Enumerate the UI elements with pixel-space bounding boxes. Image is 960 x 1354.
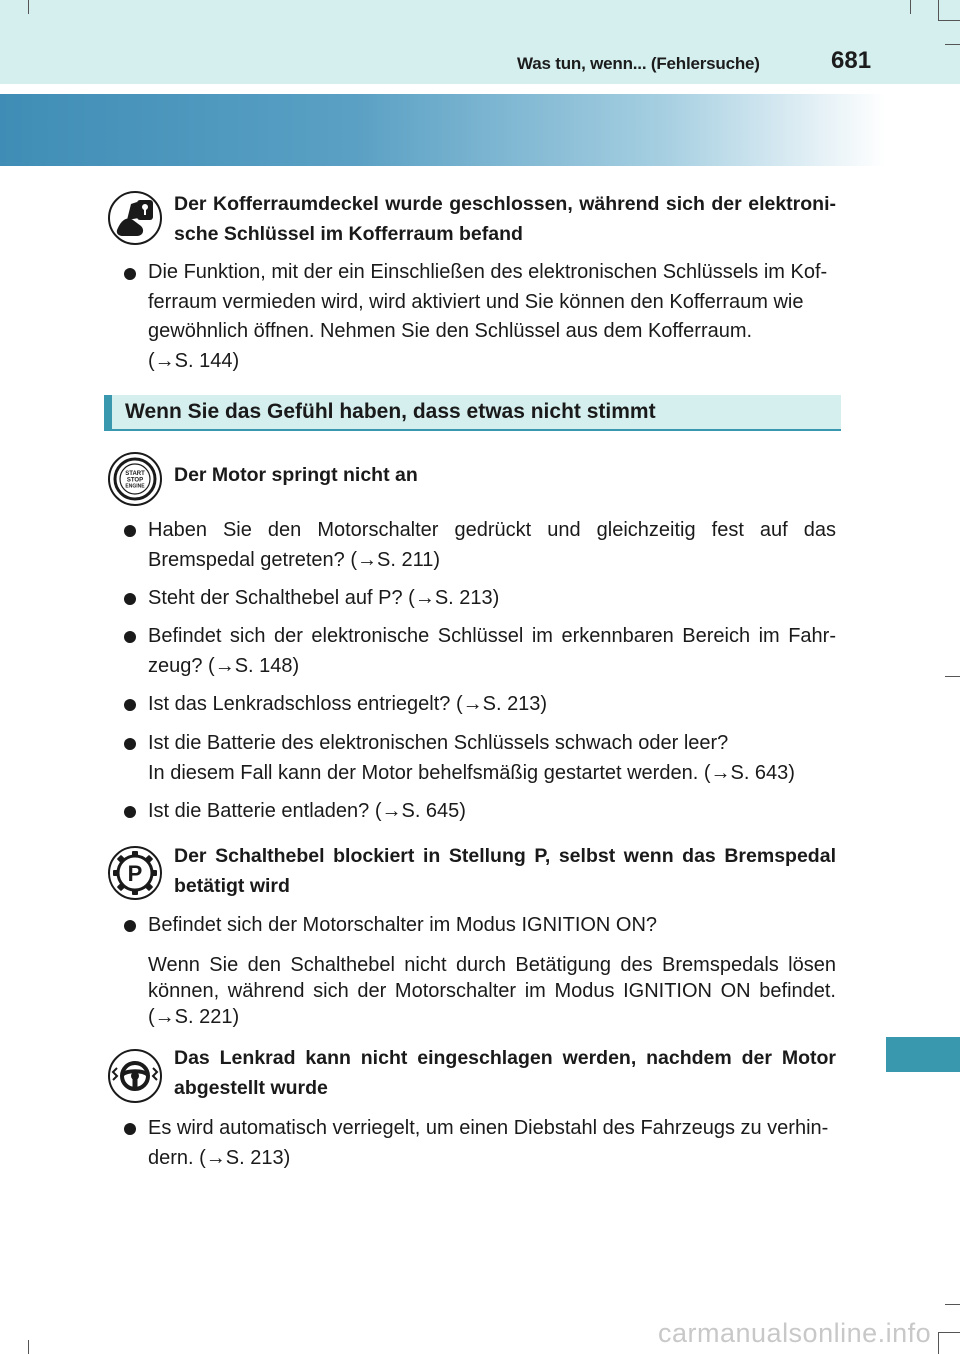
list-item-text <box>148 621 836 681</box>
bullet-dot <box>124 806 136 818</box>
crop-mark <box>938 0 939 20</box>
list-item-text <box>148 689 836 719</box>
chapter-banner <box>0 94 886 166</box>
page-number: 681 <box>831 47 872 74</box>
list-item <box>124 728 836 788</box>
crop-mark <box>945 1304 960 1305</box>
list-item-text <box>148 258 836 376</box>
crop-mark <box>938 20 960 21</box>
text-line: Ist das Lenkradschloss entriegelt? (→S. 213) <box>148 693 548 715</box>
text-line: zeug? (→S. 148) <box>148 655 300 677</box>
bullet-dot <box>124 525 136 537</box>
list-item-text <box>148 728 836 788</box>
bullet-dot <box>124 268 136 280</box>
list-item-text <box>148 583 836 613</box>
list-item <box>124 621 836 681</box>
text-line: ferraum vermieden wird, wird aktiviert und Sie können den Kofferraum wie <box>148 290 804 313</box>
list-item-text <box>148 1113 836 1173</box>
watermark: carmanualsonline.info <box>658 1318 932 1348</box>
chapter-side-tab <box>886 1037 960 1072</box>
text-line: Bremspedal getreten? (→S. 211) <box>148 549 441 571</box>
bullet-dot <box>124 699 136 711</box>
list-item <box>124 515 836 575</box>
list-item <box>124 796 836 826</box>
steering-heading: Das Lenkrad kann nicht eingeschlagen werden, nachdem der Motor abgestellt wurde <box>174 1047 836 1099</box>
crop-mark <box>938 1332 939 1354</box>
list-item <box>124 258 836 378</box>
shift-heading: Der Schalthebel blockiert in Stellung P, selbst wenn das Bremspedal betätigt wird <box>174 845 836 897</box>
text-line: Befindet sich der elektronische Schlüssel im erkennbaren Bereich im Fahr- <box>148 625 836 647</box>
section-heading-bar <box>104 395 841 431</box>
crop-mark <box>28 1340 29 1354</box>
bullet-dot <box>124 593 136 605</box>
list-item-text <box>148 910 836 940</box>
bullet-dot <box>124 920 136 932</box>
section-heading: Wenn Sie das Gefühl haben, dass etwas nicht stimmt <box>125 400 656 423</box>
list-item <box>124 1113 836 1173</box>
list-item-text <box>148 515 836 575</box>
engine-heading: Der Motor springt nicht an <box>174 464 418 486</box>
bullet-dot <box>124 738 136 750</box>
text-line: Die Funktion, mit der ein Einschließen des elektronischen Schlüssels im Kof- <box>148 261 828 283</box>
text-line: Steht der Schalthebel auf P? (→S. 213) <box>148 587 500 609</box>
list-item <box>124 910 836 940</box>
shift-paragraph: Wenn Sie den Schalthebel nicht durch Betätigung des Bremspedals lösen können, während sich der Motorschalter im Modus IGNITION ON befindet. (→S. 221) <box>148 954 836 1028</box>
start-stop-engine-button-icon <box>107 451 163 507</box>
key-in-trunk-icon <box>107 190 163 246</box>
trunk-heading: Der Kofferraumdeckel wurde geschlossen, während sich der elektroni- sche Schlüssel im Kofferraum befand <box>174 193 836 245</box>
crop-mark <box>938 1332 960 1333</box>
text-line: Haben Sie den Motorschalter gedrückt und gleichzeitig fest auf das <box>148 519 836 541</box>
running-section-title: Was tun, wenn... (Fehlersuche) <box>517 54 760 73</box>
gear-p-icon <box>107 845 163 901</box>
page-header <box>0 0 960 84</box>
crop-mark <box>910 0 911 14</box>
text-line: gewöhnlich öffnen. Nehmen Sie den Schlüssel aus dem Kofferraum. <box>148 320 753 342</box>
text-line: Ist die Batterie entladen? (→S. 645) <box>148 800 466 822</box>
icon-text: START <box>125 471 145 477</box>
text-line: (→S. 144) <box>148 349 240 372</box>
crop-mark <box>945 44 960 45</box>
list-item-text <box>148 796 836 826</box>
text-line: Befindet sich der Motorschalter im Modus IGNITION ON? <box>148 914 658 936</box>
list-item <box>124 583 836 613</box>
list-item <box>124 689 836 719</box>
bullet-dot <box>124 1123 136 1135</box>
icon-text: ENGINE <box>125 483 145 490</box>
text-line: dern. (→S. 213) <box>148 1147 291 1169</box>
bullet-dot <box>124 631 136 643</box>
crop-mark <box>945 676 960 677</box>
icon-text: STOP <box>126 477 144 484</box>
icon-text: P <box>127 861 143 886</box>
text-line: Es wird automatisch verriegelt, um einen Diebstahl des Fahrzeugs zu verhin- <box>148 1117 829 1139</box>
text-line: In diesem Fall kann der Motor behelfsmäßig gestartet werden. (→S. 643) <box>148 762 795 784</box>
text-line: Ist die Batterie des elektronischen Schlüssels schwach oder leer? <box>148 732 729 754</box>
crop-mark <box>28 0 29 14</box>
steering-wheel-lock-icon <box>107 1048 163 1104</box>
